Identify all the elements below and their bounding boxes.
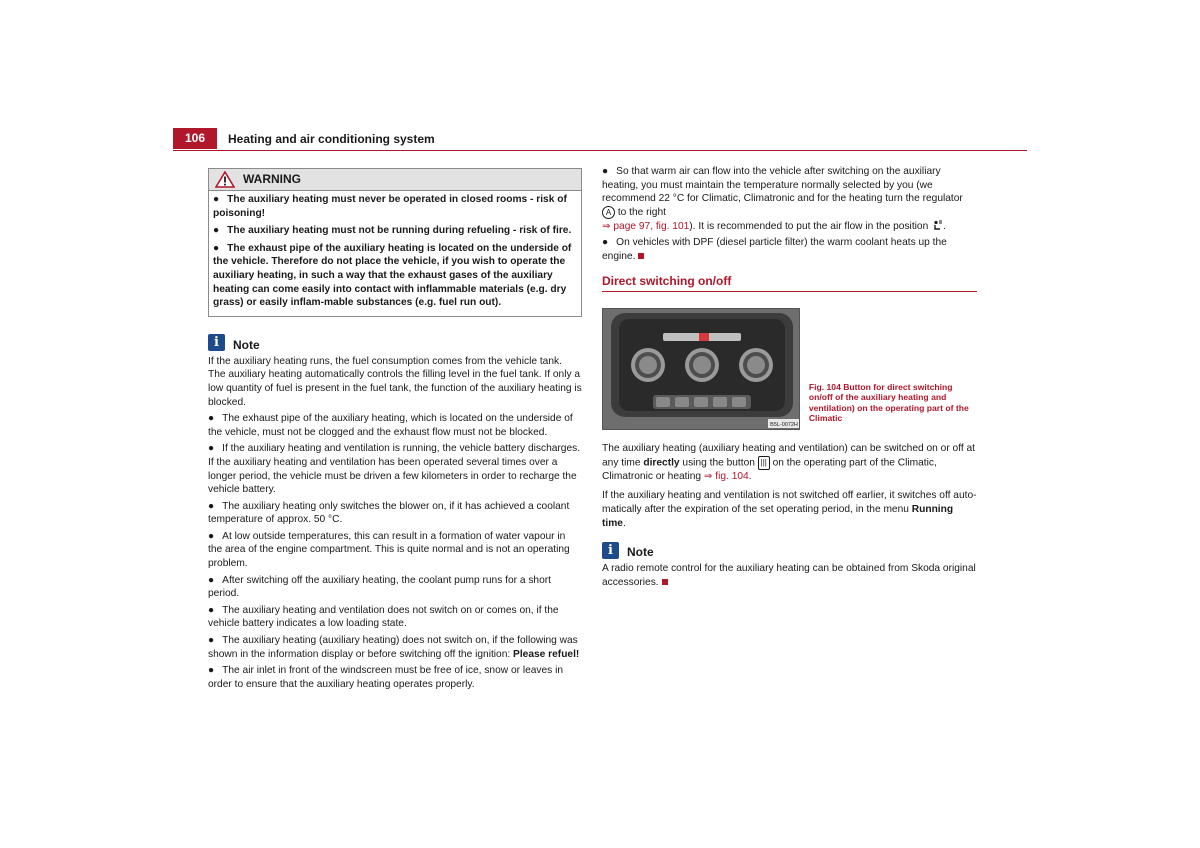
right-item: ● So that warm air can flow into the vehicle after switching on the auxiliary heating, you must maintain the temperature normally selected by you (we recommend 22 °C for Climatic, Climatronic and for the heating turn the regulator A to the right ⇒ page 97, fig. 101). It is recommended to put the air flow in the position . xyxy=(602,166,963,232)
section-end-marker xyxy=(638,253,644,259)
note-item: ● After switching off the auxiliary heating, the coolant pump runs for a short period. xyxy=(208,574,551,600)
right-item: ● On vehicles with DPF (diesel particle filter) the warm coolant heats up the engine. xyxy=(602,237,947,262)
note-item: ● If the auxiliary heating and ventilation is running, the vehicle battery discharges. If the auxiliary heating and ventilation has been operated several times over a longer period, the vehicle must be driven a few kilometers in order to recharge the vehicle battery. xyxy=(208,443,581,496)
note-item: ● The auxiliary heating only switches the blower on, if it has achieved a coolant temperature of approx. 50 °C. xyxy=(208,500,570,526)
warning-body xyxy=(209,191,581,316)
warning-header xyxy=(209,169,581,191)
figure-code: B5L-0072H xyxy=(770,421,798,428)
note-paragraph: If the auxiliary heating runs, the fuel consumption comes from the vehicle tank. The auxiliary heating automatically controls the filling level in the fuel tank. If only a low quantity of fuel is present in the fuel tank, the function of the auxiliary heating is blocked. xyxy=(208,355,582,408)
warning-item: ● The auxiliary heating must not be running during refueling - risk of fire. xyxy=(213,225,572,237)
heating-button-icon: ||| xyxy=(758,456,770,470)
warning-triangle-icon xyxy=(215,171,235,188)
section-end-marker xyxy=(662,579,668,585)
section-heading: Direct switching on/off xyxy=(602,275,977,292)
note-title: Note xyxy=(627,545,654,560)
chapter-title: Heating and air conditioning system xyxy=(228,132,435,146)
note-paragraph: A radio remote control for the auxiliary heating can be obtained from Skoda original accessories. xyxy=(602,563,976,588)
bullet-icon: ● xyxy=(602,166,609,177)
note-item: ● At low outside temperatures, this can result in a formation of water vapour in the area of the engine compartment. This is quite normal and is not an operating problem. xyxy=(208,530,570,570)
right-paragraph: If the auxiliary heating and ventilation is not switched off earlier, it switches off auto-matically after the expiration of the set operating period, in the menu Running time. xyxy=(602,490,977,529)
note-item: ● The air inlet in front of the windscreen must be free of ice, snow or leaves in order to ensure that the auxiliary heating operates properly. xyxy=(208,665,564,690)
bullet-icon: ● xyxy=(208,500,215,512)
bullet-icon: ● xyxy=(208,665,215,677)
note-item: ● The auxiliary heating and ventilation does not switch on or comes on, if the vehicle battery indicates a low loading state. xyxy=(208,604,559,630)
page-reference-link[interactable]: ⇒ page 97, fig. 101 xyxy=(602,220,690,232)
figure-reference-link[interactable]: ⇒ fig. 104 xyxy=(703,470,749,482)
note-item: ● The auxiliary heating (auxiliary heating) does not switch on, if the following was shown in the information display or before switching off the ignition: Please refuel! xyxy=(208,635,580,660)
bullet-icon: ● xyxy=(213,242,220,254)
bullet-icon: ● xyxy=(208,604,215,616)
info-icon: i xyxy=(208,334,225,351)
warning-item: ● The exhaust pipe of the auxiliary heating is located on the underside of the vehicle. Therefore do not place the vehicle, if you wish to operate the auxiliary heating, in such a way that the exhaust gases of the auxiliary heating can come easily into contact with inflammable materials (e.g. dry grass) or easily inflam-mable substances (e.g. fuel run out). xyxy=(213,242,572,309)
air-distribution-knob xyxy=(739,348,773,382)
figure-caption: Fig. 104 Button for direct switching on/off of the auxiliary heating and ventilation) on the operating part of the Climatic xyxy=(808,381,969,424)
air-flow-position-icon xyxy=(931,220,943,232)
note-header xyxy=(208,333,582,353)
fan-knob xyxy=(685,348,719,382)
warning-title: WARNING xyxy=(243,171,301,186)
warning-box xyxy=(208,168,582,317)
left-column xyxy=(208,168,582,694)
figure-row xyxy=(602,308,977,430)
note-header xyxy=(602,540,977,560)
page-number: 106 xyxy=(173,128,217,149)
climatic-panel-figure xyxy=(602,308,800,430)
bullet-icon: ● xyxy=(213,225,220,237)
note-title: Note xyxy=(233,337,260,352)
bullet-icon: ● xyxy=(208,413,215,425)
climatic-panel-illustration xyxy=(603,309,800,429)
info-icon: i xyxy=(602,542,619,559)
warning-item: ● The auxiliary heating must never be operated in closed rooms - risk of poisoning! xyxy=(213,194,567,219)
page-header xyxy=(173,128,1027,151)
bullet-icon: ● xyxy=(208,574,215,586)
right-paragraph: The auxiliary heating (auxiliary heating and ventilation) can be switched on or off at any time directly using the button ||| on the operating part of the Climatic, Climatronic or heating ⇒ fig. 104. xyxy=(602,442,976,482)
bullet-icon: ● xyxy=(208,635,215,647)
note-item: ● The exhaust pipe of the auxiliary heating, which is located on the underside of the vehicle, must not be clogged and the exhaust flow must not be blocked. xyxy=(208,413,573,438)
bullet-icon: ● xyxy=(213,194,220,205)
temperature-knob xyxy=(631,348,665,382)
bullet-icon: ● xyxy=(208,530,215,542)
regulator-a-marker: A xyxy=(602,206,615,219)
bullet-icon: ● xyxy=(602,237,609,249)
right-column xyxy=(602,165,977,592)
bullet-icon: ● xyxy=(208,443,215,455)
